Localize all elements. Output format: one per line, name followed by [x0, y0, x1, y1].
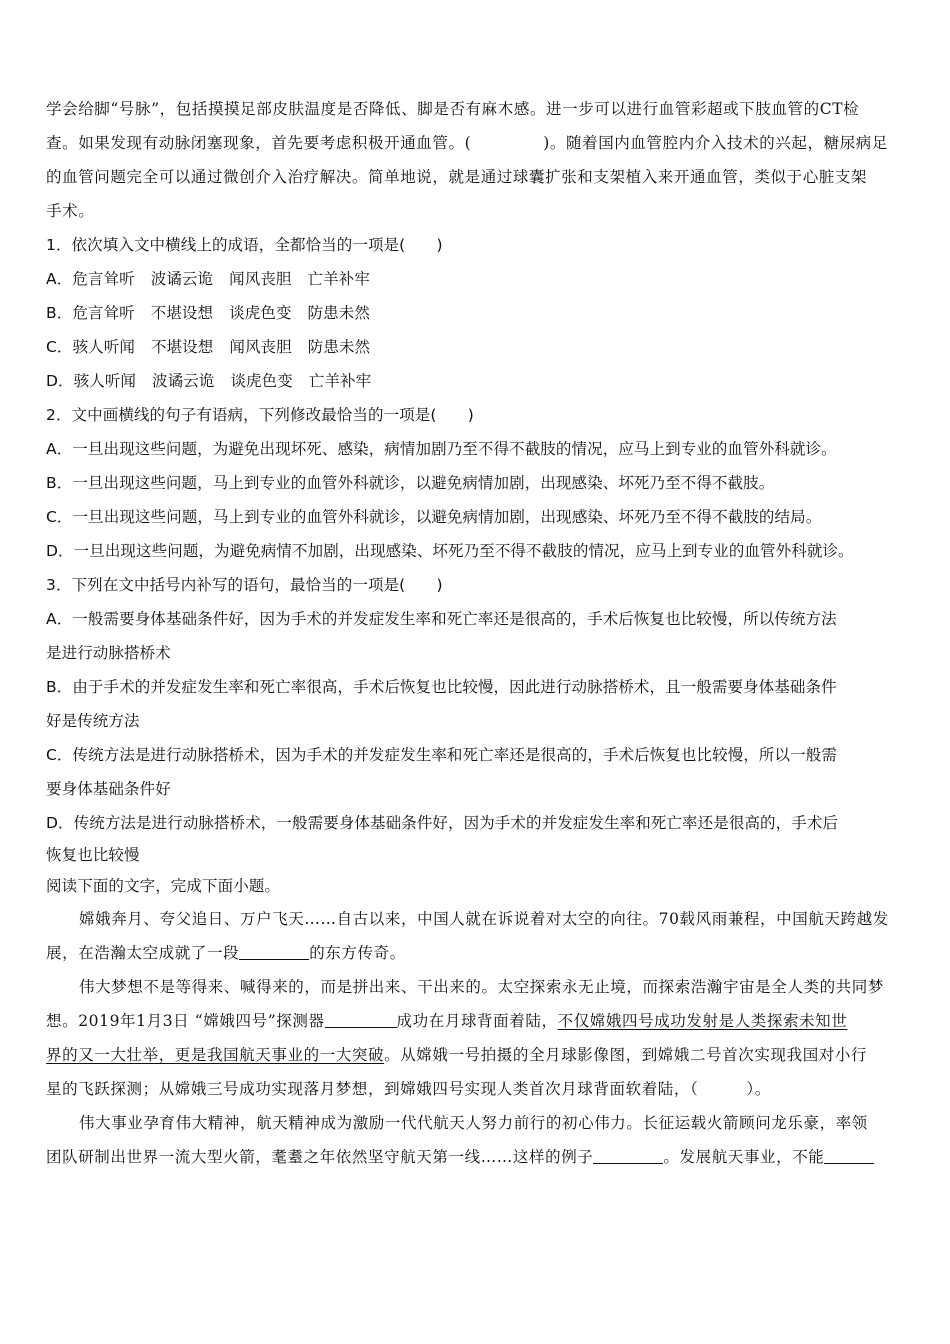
option-text: A．危言耸听 [46, 270, 135, 288]
question-3-option-d-line-1: D．传统方法是进行动脉搭桥术，一般需要身体基础条件好，因为手术的并发症发生率和死亡率还是很高的，手术后 [46, 814, 839, 832]
underlined-sentence: 不仅嫦娥四号成功发射是人类探索未知世 [557, 1012, 848, 1030]
question-1-option-c [46, 330, 906, 364]
text-segment: ）。 [746, 1080, 771, 1098]
underlined-sentence: 界的又一大壮举，更是我国航天事业的一大突破 [46, 1046, 385, 1064]
reading-para-2-line-3 [46, 1038, 906, 1072]
question-1-option-a [46, 262, 906, 296]
text-segment: 想。2019年1月3日 “嫦娥四号”探测器 [46, 1012, 325, 1030]
question-1-stem: 1．依次填入文中横线上的成语，全都恰当的一项是( ) [46, 236, 443, 254]
reading-para-3-line-2 [46, 1140, 906, 1174]
option-text: D．骇人听闻 [46, 372, 137, 390]
option-text: 闻风丧胆 [229, 270, 292, 288]
option-text: 波谲云诡 [152, 372, 215, 390]
passage-line-3: 的血管问题完全可以通过微创介入治疗解决。简单地说，就是通过球囊扩张和支架植入来开通血管，类似于心脏支架 [46, 168, 868, 186]
text-segment: 星的飞跃探测；从嫦娥三号成功实现落月梦想，到嫦娥四号实现人类首次月球背面软着陆，（ [46, 1080, 699, 1098]
text-segment: 的东方传奇。 [309, 944, 406, 962]
fill-in-blank [325, 1009, 397, 1028]
option-text: 闻风丧胆 [229, 338, 292, 356]
question-2-option-b: B．一旦出现这些问题，马上到专业的血管外科就诊，以避免病情加剧，出现感染、坏死乃至不得不截肢。 [46, 474, 775, 492]
passage-line-2-text-a: 查。如果发现有动脉闭塞现象，首先要考虑积极开通血管。( [46, 134, 472, 152]
question-2-option-d: D．一旦出现这些问题，为避免病情不加剧，出现感染、坏死乃至不得不截肢的情况，应马上到专业的血管外科就诊。 [46, 542, 854, 560]
text-segment: 。发展航天事业，不能 [663, 1148, 825, 1166]
reading-instruction: 阅读下面的文字，完成下面小题。 [46, 877, 281, 895]
question-3-stem: 3．下列在文中括号内补写的语句，最恰当的一项是( ) [46, 576, 443, 594]
question-2-stem: 2．文中画横线的句子有语病，下列修改最恰当的一项是( ) [46, 406, 474, 424]
fill-in-blank [824, 1145, 874, 1164]
question-3-option-b-line-2: 好是传统方法 [46, 712, 140, 730]
passage-line-2-text-b: )。随着国内血管腔内介入技术的兴起，糖尿病足 [543, 134, 888, 152]
reading-para-1-line-2 [46, 936, 906, 970]
question-2-option-c: C．一旦出现这些问题，马上到专业的血管外科就诊，以避免病情加剧，出现感染、坏死乃至不得不截肢的结局。 [46, 508, 822, 526]
option-text: 防患未然 [307, 338, 371, 356]
reading-para-2-line-2 [46, 1004, 906, 1038]
question-3-option-c-line-1: C．传统方法是进行动脉搭桥术，因为手术的并发症发生率和死亡率还是很高的，手术后恢复也比较慢，所以一般需 [46, 746, 837, 764]
option-text: 谈虎色变 [229, 304, 292, 322]
reading-para-2-line-1: 伟大梦想不是等得来、喊得来的，而是拼出来、干出来的。太空探索永无止境，而探索浩瀚宇宙是全人类的共同梦 [79, 978, 885, 996]
question-3-option-a-line-2: 是进行动脉搭桥术 [46, 644, 171, 662]
option-text: 亡羊补牢 [307, 270, 370, 288]
option-text: B．危言耸听 [46, 304, 135, 322]
question-1-option-d [46, 364, 906, 398]
passage-line-4: 手术。 [46, 202, 95, 220]
question-3-option-b-line-1: B．由于手术的并发症发生率和死亡率很高，手术后恢复也比较慢，因此进行动脉搭桥术，且一般需要身体基础条件 [46, 678, 837, 696]
document-page [46, 92, 906, 1174]
text-segment: 团队研制出世界一流大型火箭，耄耋之年依然坚守航天第一线……这样的例子 [46, 1148, 594, 1166]
reading-para-1-line-1: 嫦娥奔月、夸父追日、万户飞天……自古以来，中国人就在诉说着对太空的向往。70载风雨兼程，中国航天跨越发 [79, 910, 889, 928]
option-text: C．骇人听闻 [46, 338, 135, 356]
question-3-option-a-line-1: A．一般需要身体基础条件好，因为手术的并发症发生率和死亡率还是很高的，手术后恢复也比较慢，所以传统方法 [46, 610, 837, 628]
option-text: 防患未然 [307, 304, 370, 322]
fill-in-blank [593, 1145, 663, 1164]
question-3-option-c-line-2: 要身体基础条件好 [46, 780, 171, 798]
option-text: 不堪设想 [150, 338, 214, 356]
fill-in-blank [239, 941, 309, 960]
question-1-option-b [46, 296, 906, 330]
option-text: 不堪设想 [150, 304, 214, 322]
text-segment: 展，在浩瀚太空成就了一段 [46, 944, 240, 962]
text-segment: 。从嫦娥一号拍摄的全月球影像图，到嫦娥二号首次实现我国对小行 [384, 1046, 868, 1064]
text-segment: 成功在月球背面着陆， [396, 1012, 558, 1030]
question-3-option-d-line-2: 恢复也比较慢 [46, 846, 140, 864]
reading-para-3-line-1: 伟大事业孕育伟大精神，航天精神成为激励一代代航天人努力前行的初心伟力。长征运载火箭顾问龙乐豪，率领 [79, 1114, 868, 1132]
passage-line-2 [46, 126, 906, 160]
reading-para-2-line-4 [46, 1072, 906, 1106]
option-text: 亡羊补牢 [308, 372, 372, 390]
option-text: 波谲云诡 [150, 270, 214, 288]
option-text: 谈虎色变 [230, 372, 293, 390]
question-2-option-a: A．一旦出现这些问题，为避免出现坏死、感染，病情加剧乃至不得不截肢的情况，应马上到专业的血管外科就诊。 [46, 440, 837, 458]
passage-line-1: 学会给脚“号脉”，包括摸摸足部皮肤温度是否降低、脚是否有麻木感。进一步可以进行血管彩超或下肢血管的CT检 [46, 100, 860, 118]
